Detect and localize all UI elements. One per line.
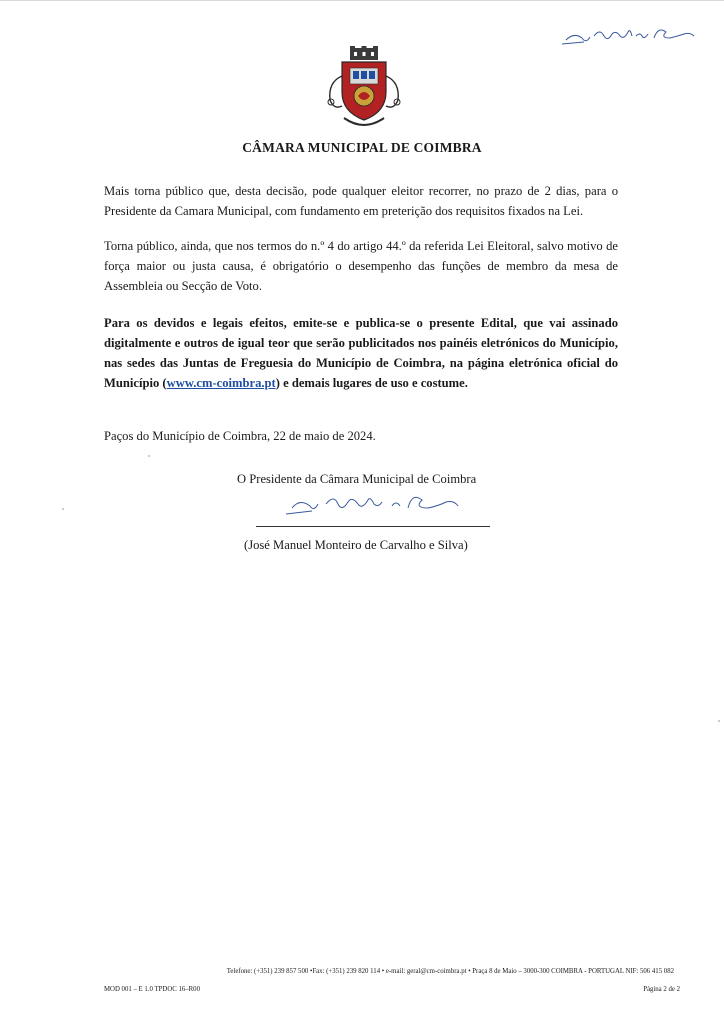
- signer-title: O Presidente da Câmara Municipal de Coimbra: [237, 472, 477, 486]
- organization-heading: CÂMARA MUNICIPAL DE COIMBRA: [242, 140, 482, 155]
- place-and-date: Paços do Município de Coimbra, 22 de maio de 2024.: [104, 429, 376, 443]
- paragraph-obligation: Torna público, ainda, que nos termos do n.º 4 do artigo 44.º da referida Lei Eleitoral, salvo motivo de força maior ou justa causa, é obrigatório o desempenho das funções de membro da mesa de Assembleia ou Secção de Voto.: [104, 239, 618, 293]
- footer-page-number: Página 2 de 2: [643, 986, 680, 993]
- paragraph-appeal: Mais torna público que, desta decisão, pode qualquer eleitor recorrer, no prazo de 2 dias, para o Presidente da Camara Municipal, com fundamento em preterição dos requisitos fixados na Lei.: [104, 184, 618, 218]
- handwritten-signature-image: [282, 490, 462, 518]
- scan-speck: [62, 508, 64, 510]
- signature-line: [256, 526, 490, 527]
- footer-contact-info: Telefone: (+351) 239 857 500 •Fax: (+351) 239 820 114 • e-mail: geral@cm-coimbra.pt • Praça 8 de Maio – 3000-300 COIMBRA - PORTUGAL NIF: 506 415 082: [226, 968, 674, 975]
- scan-top-edge: [0, 0, 724, 1]
- scan-speck: [718, 720, 720, 722]
- paragraph-publication: [104, 313, 618, 393]
- signer-name: (José Manuel Monteiro de Carvalho e Silva): [244, 538, 468, 552]
- coat-of-arms-logo: [322, 46, 406, 132]
- publication-text-start: Para os devidos e legais efeitos, emite-se e publica-se o presente Edital, que vai assinado digitalmente e outros de igual teor que serão publicitados nos painéis eletrónicos do Município, nas sedes das Juntas de Freguesia do Município de Coimbra, na página eletrónica oficial do Município (: [104, 316, 618, 390]
- signature-top-image: [560, 22, 700, 48]
- footer-document-code: MOD 001 – E 1.0 TPDOC 16–R00: [104, 986, 200, 993]
- publication-text-end: ) e demais lugares de uso e costume.: [275, 376, 468, 390]
- municipality-website-link[interactable]: www.cm-coimbra.pt: [166, 376, 276, 390]
- scan-speck: [148, 455, 150, 457]
